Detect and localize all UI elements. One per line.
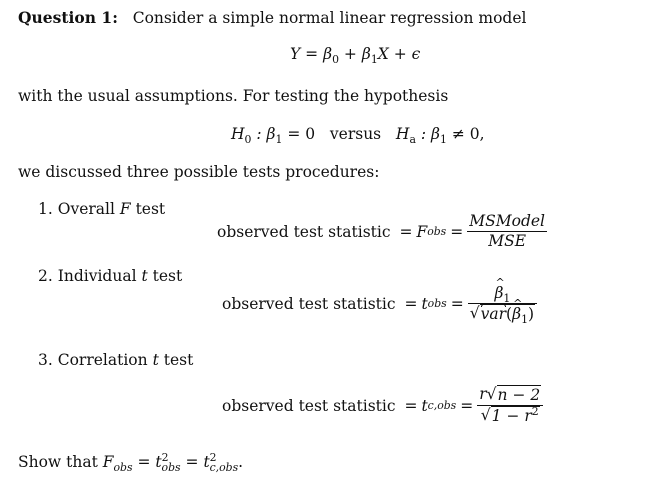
test-item-correlation-t	[38, 351, 193, 369]
model-beta0: β	[323, 45, 333, 63]
show-that-line: Show that $F_{obs} = t^2_{obs} = t^2_{c,obs}$.	[18, 450, 244, 475]
show-tc-sub: c,obs	[209, 461, 239, 475]
test-item-individual-t	[38, 267, 182, 285]
question-intro: Consider a simple normal linear regression model	[132, 9, 527, 27]
h0-sub: 0	[244, 133, 252, 147]
t-fraction	[468, 284, 537, 325]
model-y: Y	[290, 45, 301, 63]
var-hat: var	[480, 305, 507, 324]
beta-sub: 1	[521, 313, 528, 327]
f-fraction	[467, 212, 547, 252]
versus-word: versus	[329, 125, 382, 143]
question-label: Question 1:	[18, 8, 118, 27]
tc-fraction	[477, 385, 543, 427]
model-eq: =	[305, 45, 319, 63]
f-statistic-formula: observed test statistic = F obs = $\frac{\text{MSModel}}{\text{MSE}}$	[217, 212, 545, 251]
stat-label: observed test statistic	[222, 295, 396, 314]
t-statistic-formula: observed test statistic = t obs = ^ $\beta_1$ √ var(^ $\beta_1$)	[222, 284, 537, 325]
show-t-sup: 2	[161, 450, 169, 464]
h0-value: = 0	[287, 125, 316, 143]
show-tc: t	[203, 453, 210, 471]
ha-value: ≠ 0,	[451, 125, 485, 143]
test-var: t	[152, 351, 159, 369]
r-symbol: r	[479, 385, 487, 403]
model-epsilon: ϵ	[411, 45, 421, 63]
tc-denominator: √ $1 - r^2$	[480, 405, 539, 426]
test-var: F	[119, 200, 131, 218]
stat-label: observed test statistic	[217, 222, 391, 241]
test-label: Correlation	[57, 351, 148, 369]
sqrt-radicand: 1 − r	[491, 407, 532, 426]
t-numerator	[468, 284, 537, 304]
f-symbol: F	[416, 222, 428, 241]
show-tc-sup: 2	[209, 450, 217, 464]
tc-symbol: t	[421, 396, 428, 415]
discussed-text: we discussed three possible tests procedures:	[18, 163, 380, 181]
model-equation	[290, 45, 421, 67]
model-beta0-sub: 0	[332, 53, 339, 67]
test-label: Individual	[57, 267, 137, 285]
h0-beta: : β	[256, 125, 276, 143]
test-number: 3.	[38, 351, 53, 369]
sqrt-radicand: n − 2	[497, 386, 541, 404]
test-suffix: test	[135, 200, 166, 218]
ha-beta: : β	[420, 125, 440, 143]
test-number: 1.	[38, 200, 53, 218]
t-denominator	[468, 304, 537, 327]
tc-numerator: r√ n − 2	[477, 385, 543, 406]
test-suffix: test	[163, 351, 194, 369]
beta-sub: 1	[503, 292, 511, 306]
test-number: 2.	[38, 267, 53, 285]
ha-beta-sub: 1	[439, 133, 447, 147]
ha-sub: a	[409, 133, 416, 147]
model-plus: +	[393, 45, 407, 63]
h0-beta-sub: 1	[275, 133, 283, 147]
ha-symbol: H	[395, 125, 410, 143]
show-period: .	[238, 453, 244, 471]
test-item-overall-f	[38, 200, 165, 218]
f-denominator: MSE	[488, 232, 527, 251]
assumptions-text: with the usual assumptions. For testing the hypothesis	[18, 87, 449, 105]
r-squared-sup: 2	[531, 405, 539, 419]
stat-label: observed test statistic	[222, 396, 396, 415]
show-t-sub: obs	[161, 461, 181, 475]
sqrt-symbol: √ var(^ $\beta_1$)	[470, 304, 535, 324]
model-beta1: β	[361, 45, 371, 63]
test-var: t	[141, 267, 148, 285]
test-label: Overall	[57, 200, 115, 218]
show-f: F	[102, 453, 114, 471]
h0-symbol: H	[231, 125, 245, 143]
tc-statistic-formula: observed test statistic = t c,obs = r√ n − 2 √ $1 - r^2$	[222, 385, 543, 427]
model-x: X	[377, 45, 389, 63]
hypothesis-line	[231, 125, 485, 147]
t-symbol: t	[421, 295, 428, 314]
show-t: t	[155, 453, 162, 471]
show-text: Show that	[18, 453, 98, 471]
beta-hat: ^ β	[494, 284, 503, 303]
f-numerator: MSModel	[467, 212, 547, 232]
show-f-sub: obs	[113, 461, 133, 475]
test-suffix: test	[152, 267, 183, 285]
model-plus: +	[343, 45, 357, 63]
question-line	[18, 8, 526, 27]
beta-hat: ^ β	[512, 305, 521, 324]
model-beta1-sub: 1	[370, 53, 378, 67]
